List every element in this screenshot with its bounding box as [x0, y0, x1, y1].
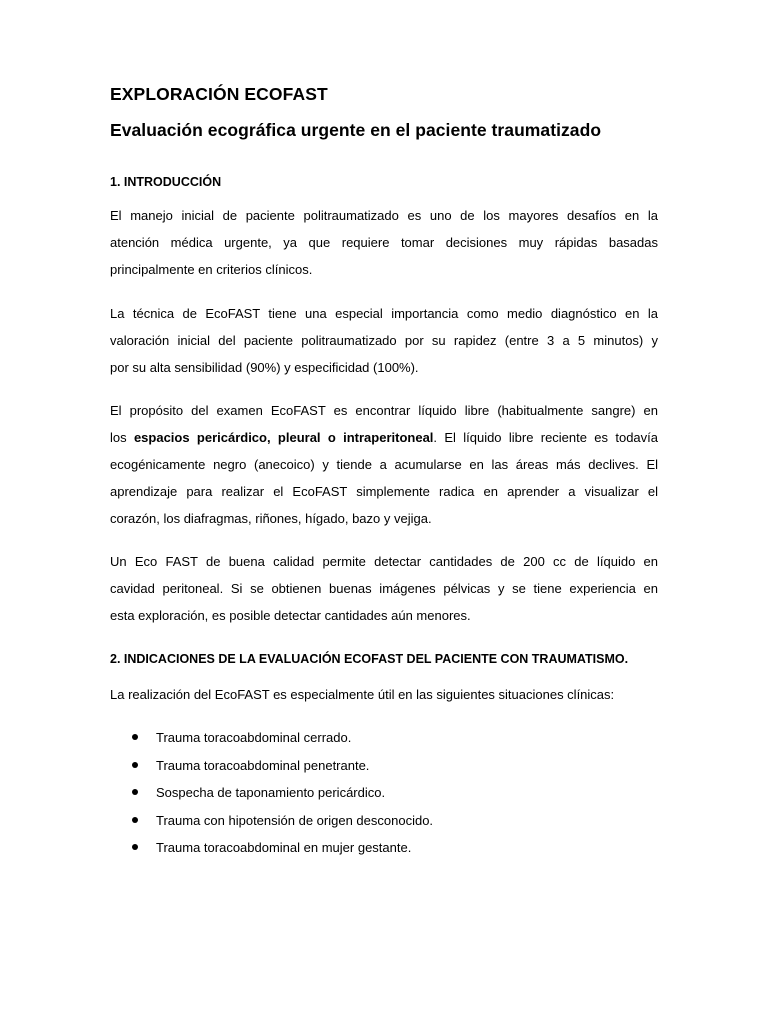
paragraph-tecnica-ecofast — [110, 300, 658, 381]
paragraph-line-with-emphasis — [110, 424, 658, 451]
bullet-icon — [132, 734, 138, 740]
paragraph-manejo-inicial — [110, 202, 658, 283]
paragraph-proposito-examen — [110, 397, 658, 532]
paragraph-line: La técnica de EcoFAST tiene una especial importancia como medio diagnóstico en la — [110, 306, 658, 321]
emphasis-espacios: espacios pericárdico, pleural o intraperitoneal — [133, 430, 434, 445]
bullet-icon — [132, 762, 138, 768]
document-title: EXPLORACIÓN ECOFAST — [110, 84, 328, 104]
paragraph-line: ecogénicamente negro (anecoico) y tiende a acumularse en las áreas más declives. El — [110, 457, 658, 472]
list-item-text: Trauma toracoabdominal penetrante. — [156, 757, 370, 773]
paragraph-line: Un Eco FAST de buena calidad permite detectar cantidades de 200 cc de líquido en — [110, 554, 658, 569]
bullet-icon — [132, 817, 138, 823]
bullet-icon — [132, 789, 138, 795]
paragraph-line: corazón, los diafragmas, riñones, hígado, bazo y vejiga. — [110, 511, 432, 526]
paragraph-line: principalmente en criterios clínicos. — [110, 262, 313, 277]
section-heading-introduccion: 1. INTRODUCCIÓN — [110, 175, 222, 189]
list-item — [130, 783, 433, 811]
list-item-text: Trauma toracoabdominal cerrado. — [156, 730, 352, 745]
list-item-text: Trauma con hipotensión de origen desconocido. — [156, 812, 434, 828]
section-heading-indicaciones: 2. INDICACIONES DE LA EVALUACIÓN ECOFAST DEL PACIENTE CON TRAUMATISMO. — [110, 652, 629, 666]
line-text: . El líquido libre reciente es todavía — [433, 430, 658, 445]
paragraph-line: La realización del EcoFAST es especialmente útil en las siguientes situaciones clínicas: — [110, 687, 615, 702]
paragraph-line: valoración inicial del paciente politraumatizado por su rapidez (entre 3 a 5 minutos) y — [110, 333, 658, 348]
bullet-icon — [132, 844, 138, 850]
line-text: los — [110, 430, 134, 445]
paragraph-indicaciones-intro — [110, 681, 658, 708]
paragraph-line: cavidad peritoneal. Si se obtienen buenas imágenes pélvicas y se tiene experiencia en — [110, 581, 658, 596]
paragraph-line: aprendizaje para realizar el EcoFAST simplemente radica en aprender a visualizar el — [110, 484, 658, 499]
list-item-text: Sospecha de taponamiento pericárdico. — [156, 785, 386, 800]
document-subtitle: Evaluación ecográfica urgente en el paciente traumatizado — [110, 120, 602, 140]
list-item — [130, 811, 433, 839]
list-item — [130, 756, 433, 784]
list-item — [130, 838, 433, 866]
paragraph-line: atención médica urgente, ya que requiere tomar decisiones muy rápidas basadas — [110, 235, 658, 250]
indications-list — [130, 728, 433, 866]
paragraph-line: El propósito del examen EcoFAST es encontrar líquido libre (habitualmente sangre) en — [110, 403, 658, 418]
list-item-text: Trauma toracoabdominal en mujer gestante. — [156, 840, 412, 855]
paragraph-line: El manejo inicial de paciente politraumatizado es uno de los mayores desafíos en la — [110, 208, 658, 223]
paragraph-line: por su alta sensibilidad (90%) y especificidad (100%). — [110, 360, 419, 375]
list-item — [130, 728, 433, 756]
paragraph-line: esta exploración, es posible detectar cantidades aún menores. — [110, 608, 471, 623]
paragraph-eco-fast-calidad — [110, 548, 658, 629]
